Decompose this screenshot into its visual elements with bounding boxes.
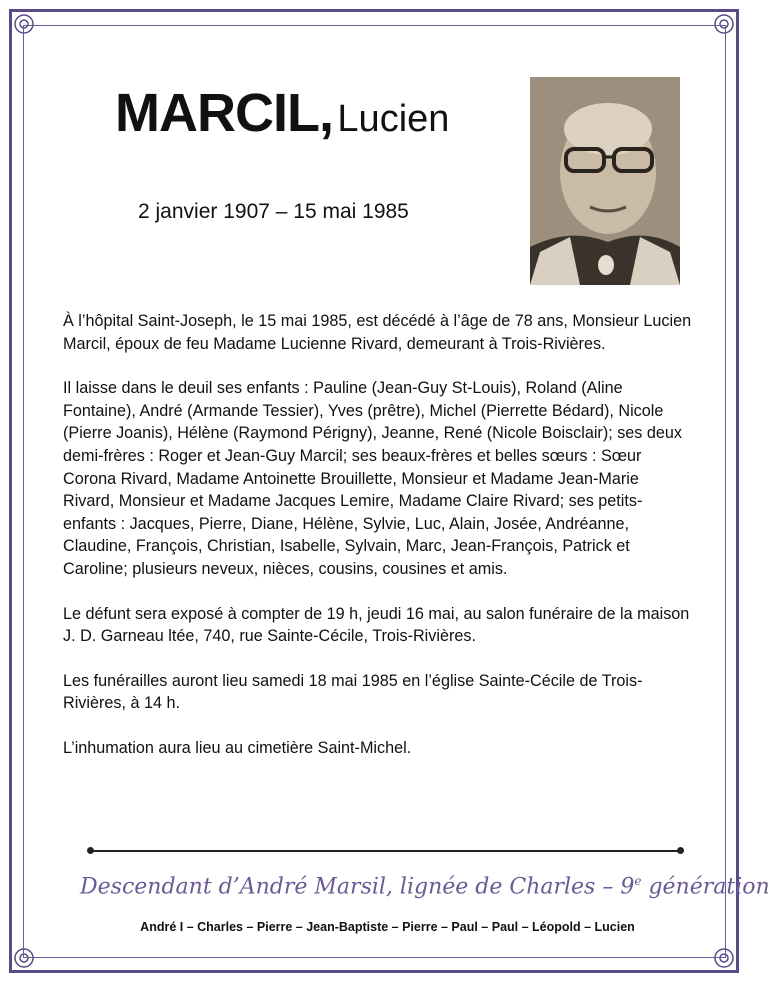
paragraph-funeral: Les funérailles auront lieu samedi 18 mai 1985 en l’église Sainte-Cécile de Trois-Rivières, à 14 h.	[63, 671, 643, 713]
paragraph-family: Il laisse dans le deuil ses enfants : Pauline (Jean-Guy St-Louis), Roland (Aline Fontaine), André (Armande Tessier), Yves (prêtre), Michel (Pierrette Bédard), Nicole (Pierre Joanis), Hélène (Raymond Périgny), Jeanne, René (Nicole Boisclair); ses deux demi-frères : Roger et Jean-Guy Marcil; ses beaux-frères et belles sœurs : Sœur Corona Rivard, Madame Antoinette Brouillette, Monsieur et Madame Jean-Marie Rivard, Monsieur et Madame Jacques Lemire, Madame Claire Rivard; ses petits-enfants : Jacques, Pierre, Diane, Hélène, Sylvie, Luc, Alain, Josée, Andréanne, Claudine, François, Christian, Isabelle, Sylvain, Marc, Jean-François, Patrick et Caroline; plusieurs neveux, nièces, cousins, cousines et amis.	[63, 379, 682, 578]
paragraph-burial: L’inhumation aura lieu au cimetière Saint-Michel.	[63, 738, 412, 757]
portrait-photo	[530, 77, 680, 285]
lineage-chain: André I – Charles – Pierre – Jean-Baptiste – Pierre – Paul – Paul – Léopold – Lucien	[140, 920, 635, 934]
divider-line	[90, 850, 682, 852]
deceased-name	[115, 82, 449, 144]
life-dates: 2 janvier 1907 – 15 mai 1985	[138, 200, 409, 223]
paragraph-viewing: Le défunt sera exposé à compter de 19 h, jeudi 16 mai, au salon funéraire de la maison J. D. Garneau ltée, 740, rue Sainte-Cécile, Trois-Rivières.	[63, 604, 690, 646]
surname: MARCIL,	[115, 83, 333, 143]
given-name: Lucien	[337, 98, 450, 140]
divider-dot	[87, 847, 94, 854]
divider-dot	[677, 847, 684, 854]
obituary-text	[63, 310, 693, 782]
lineage-title: Descendant d’André Marsil, lignée de Charles – 9e génération	[80, 874, 770, 900]
paragraph-death: À l’hôpital Saint-Joseph, le 15 mai 1985, est décédé à l’âge de 78 ans, Monsieur Lucien Marcil, époux de feu Madame Lucienne Rivard, demeurant à Trois-Rivières.	[63, 312, 692, 353]
